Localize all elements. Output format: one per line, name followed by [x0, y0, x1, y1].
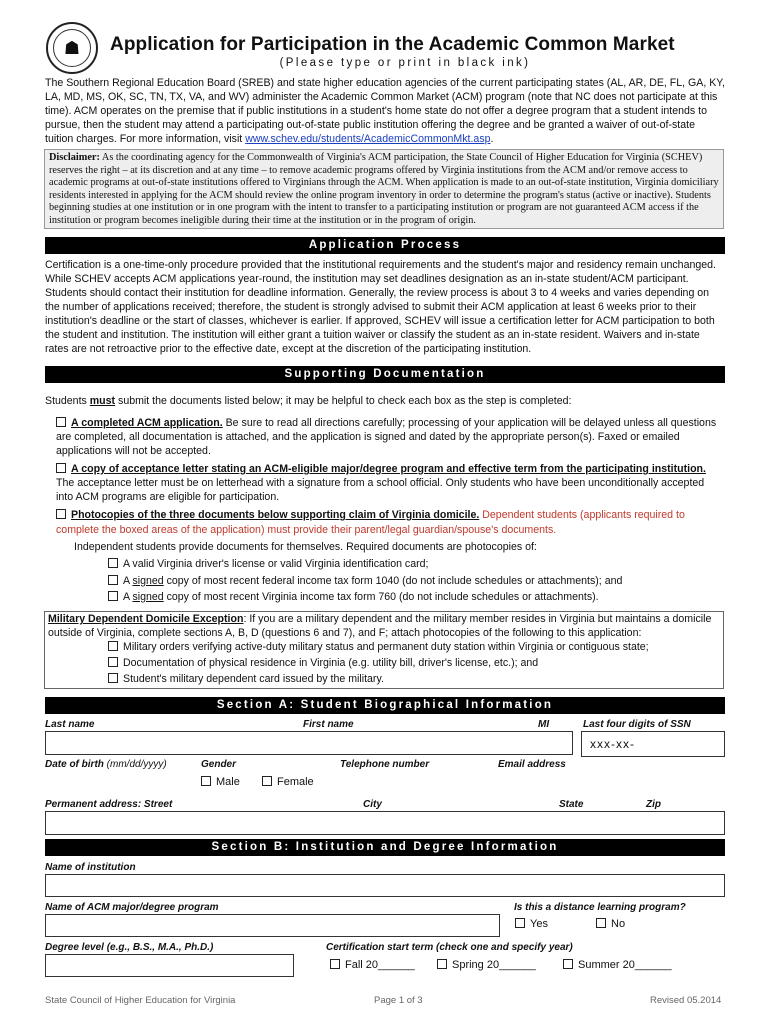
zip-label: Zip — [646, 799, 661, 810]
distance-no-option — [596, 918, 625, 930]
sub3-signed: signed — [132, 591, 164, 603]
checkbox-acceptance-letter[interactable] — [56, 463, 66, 473]
distance-yes-option — [515, 918, 548, 930]
military-text: : If you are a military dependent and the military member resides in Virginia but maintains a domicile outside of Virginia, complete sections A, B, D (questions 6 and 7), and F; attach photocopies of the following to this application: — [48, 613, 712, 639]
checkbox-female[interactable] — [262, 776, 272, 786]
intro-paragraph — [45, 76, 725, 146]
checkbox-military-orders[interactable] — [108, 641, 118, 651]
checkbox-distance-yes[interactable] — [515, 918, 525, 928]
checkbox-summer[interactable] — [563, 959, 573, 969]
section-b-heading: Section B: Institution and Degree Information — [45, 839, 725, 856]
dob-text: Date of birth — [45, 759, 107, 770]
seal-icon: ☗ — [53, 29, 91, 67]
spring-label: Spring 20______ — [452, 959, 536, 971]
schev-acm-link[interactable]: www.schev.edu/students/AcademicCommonMkt.asp — [245, 133, 491, 145]
last-name-label: Last name — [45, 719, 95, 730]
sub2-b: copy of most recent federal income tax form 1040 (do not include schedules or attachments); and — [163, 575, 623, 587]
sub2-a: A — [123, 575, 133, 587]
summer-label: Summer 20______ — [578, 959, 672, 971]
phone-label: Telephone number — [340, 759, 430, 770]
section-a-heading: Section A: Student Biographical Information — [45, 697, 725, 714]
doc-item-application — [56, 416, 722, 458]
item3-text: Independent students provide documents for themselves. Required documents are photocopies of: — [74, 541, 537, 553]
dob-format: (mm/dd/yyyy) — [106, 759, 167, 770]
supporting-intro-a: Students — [45, 395, 90, 407]
term-label: Certification start term (check one and specify year) — [326, 942, 573, 953]
institution-label: Name of institution — [45, 862, 136, 873]
name-input-box[interactable] — [45, 731, 573, 755]
disclaimer-label: Disclaimer: — [49, 152, 100, 163]
street-label: Permanent address: Street — [45, 799, 173, 810]
male-label: Male — [216, 776, 240, 788]
checkbox-military-card[interactable] — [108, 673, 118, 683]
domicile-doc-1040 — [108, 574, 622, 588]
female-label: Female — [277, 776, 314, 788]
checkbox-fall[interactable] — [330, 959, 340, 969]
yes-label: Yes — [530, 918, 548, 930]
checkbox-distance-no[interactable] — [596, 918, 606, 928]
item3-red-text: Dependent students (applicants required to complete the boxed areas of the application) must provide their parent/legal guardian/spouse's documents. — [56, 509, 685, 536]
application-process-text: Certification is a one-time-only procedure provided that the institutional requirements and the student's major and residency remain unchanged. While SCHEV accepts ACM applications year-round, the institution may set deadlines designation as an in-state student/ACM participant. Students should contact their institution for deadline information. Generally, the review process is about 3 to 4 weeks and varies depending on the number of applications received; therefore, the student is strongly advised to submit their ACM application at least 6 weeks prior to their institution's deadline or the start of classes, whichever is earlier. If approved, SCHEV will issue a certification letter for ACM participation to both the student and institution. The institution will either grant a tuition waiver or classify the student as an in-state resident. Waivers and in-state rates are not retroactive prior to the effective date, except at the discretion of the participating institution. — [45, 259, 716, 355]
sub2-signed: signed — [132, 575, 164, 587]
application-process-heading: Application Process — [45, 237, 725, 254]
military-sub2: Documentation of physical residence in Virginia (e.g. utility bill, driver's license, etc.); and — [123, 657, 539, 669]
footer-page-number: Page 1 of 3 — [374, 995, 423, 1006]
domicile-doc-license — [108, 557, 428, 571]
supporting-intro — [45, 394, 725, 408]
sub1-text: A valid Virginia driver's license or valid Virginia identification card; — [123, 558, 429, 570]
item2-text: The acceptance letter must be on letterhead with a signature from a school official. Only students who have been unconditionally accepted into ACM programs are eligible for participation. — [56, 477, 705, 503]
footer-agency: State Council of Higher Education for Virginia — [45, 995, 236, 1006]
program-input[interactable] — [45, 914, 500, 937]
checkbox-760[interactable] — [108, 591, 118, 601]
gender-female-option — [262, 776, 314, 788]
supporting-documentation-heading: Supporting Documentation — [45, 366, 725, 383]
intro-end: . — [490, 133, 494, 145]
checkbox-male[interactable] — [201, 776, 211, 786]
first-name-label: First name — [303, 719, 354, 730]
supporting-intro-b: submit the documents listed below; it may be helpful to check each box as the step is completed: — [115, 395, 572, 407]
ssn-input-box[interactable] — [581, 731, 725, 757]
military-doc-residence — [108, 656, 538, 670]
footer-revised-date: Revised 05.2014 — [650, 995, 722, 1006]
doc-item-domicile-photocopies — [56, 508, 722, 538]
military-title: Military Dependent Domicile Exception — [48, 613, 244, 625]
item1-text: Be sure to read all directions carefully; processing of your application will be delayed unless all questions are completed, all documentation is attached, and the application is signed and dated by the appropriate person(s). Faxed or emailed applications will not be accepted. — [56, 417, 717, 457]
term-spring-option — [437, 959, 536, 971]
term-fall-option — [330, 959, 415, 971]
mi-label: MI — [538, 719, 550, 730]
military-sub1: Military orders verifying active-duty military status and permanent duty station within Virginia or contiguous state; — [123, 641, 649, 653]
item1-title: A completed ACM application. — [71, 417, 223, 429]
ssn-prefix: xxx-xx- — [590, 737, 635, 751]
checkbox-1040[interactable] — [108, 575, 118, 585]
gender-male-option — [201, 776, 240, 788]
disclaimer-text: As the coordinating agency for the Commonwealth of Virginia's ACM participation, the State Council of Higher Education for Virginia (SCHEV) reserves the right – at its discretion and at any time – to remove academic programs offered by Virginia institutions from the ACM and/or remove access to academic programs at out-of-state institutions offered to Virginians through the ACM. When application is made to an out-of-state institution, Virginia domiciliary residents interested in applying for the ACM should review the online program inventory in order to determine the program's status (active or inactive). Students beginning studies at one institution or in one program with the intent to transfer to a participating institution or program are not guaranteed ACM access if the institution or program becomes ineligible during their time at the institution or in the program of origin. — [49, 152, 719, 226]
doc-item-acceptance-letter — [56, 462, 722, 504]
page-subtitle: (Please type or print in black ink) — [279, 57, 531, 69]
dob-label — [45, 759, 167, 770]
program-label: Name of ACM major/degree program — [45, 902, 219, 913]
military-exception-text — [48, 612, 720, 640]
military-sub3: Student's military dependent card issued by the military. — [123, 673, 384, 685]
item3-title: Photocopies of the three documents below supporting claim of Virginia domicile. — [71, 509, 480, 521]
sub3-b: copy of most recent Virginia income tax form 760 (do not include schedules or attachments). — [163, 591, 599, 603]
checkbox-domicile-photocopies[interactable] — [56, 509, 66, 519]
supporting-intro-must: must — [89, 395, 116, 407]
military-doc-orders — [108, 640, 649, 654]
intro-text: The Southern Regional Education Board (SREB) and state higher education agencies of the current participating states (AL, AR, DE, FL, GA, KY, LA, MD, MS, OK, SC, TN, TX, VA, and WV) administer the Academic Common Market (ACM) program (note that NC does not participate at this time). ACM operates on the premise that if public institutions in a student's home state do not offer a degree program that a student intends to pursue, then the student may attend a participating out-of-state public institution offering the degree and be granted a waiver of out-of-state tuition charges. For more information, visit — [45, 77, 725, 145]
disclaimer-box — [44, 149, 724, 229]
no-label: No — [611, 918, 626, 930]
email-label: Email address — [498, 759, 566, 770]
checkbox-license[interactable] — [108, 558, 118, 568]
address-input-box[interactable] — [45, 811, 725, 835]
distance-label: Is this a distance learning program? — [514, 902, 686, 913]
ssn-label: Last four digits of SSN — [583, 719, 691, 730]
sub3-a: A — [123, 591, 133, 603]
fall-label: Fall 20______ — [345, 959, 415, 971]
institution-input[interactable] — [45, 874, 725, 897]
term-summer-option — [563, 959, 672, 971]
gender-label: Gender — [201, 759, 237, 770]
state-label: State — [559, 799, 584, 810]
degree-label: Degree level (e.g., B.S., M.A., Ph.D.) — [45, 942, 214, 953]
checkbox-spring[interactable] — [437, 959, 447, 969]
page-title: Application for Participation in the Academic Common Market — [110, 34, 675, 55]
item2-title: A copy of acceptance letter stating an ACM-eligible major/degree program and effective term from the participating institution. — [71, 463, 706, 475]
checkbox-application[interactable] — [56, 417, 66, 427]
military-doc-card — [108, 672, 384, 686]
city-label: City — [363, 799, 382, 810]
checkbox-military-residence[interactable] — [108, 657, 118, 667]
degree-input[interactable] — [45, 954, 294, 977]
domicile-doc-760 — [108, 590, 599, 604]
